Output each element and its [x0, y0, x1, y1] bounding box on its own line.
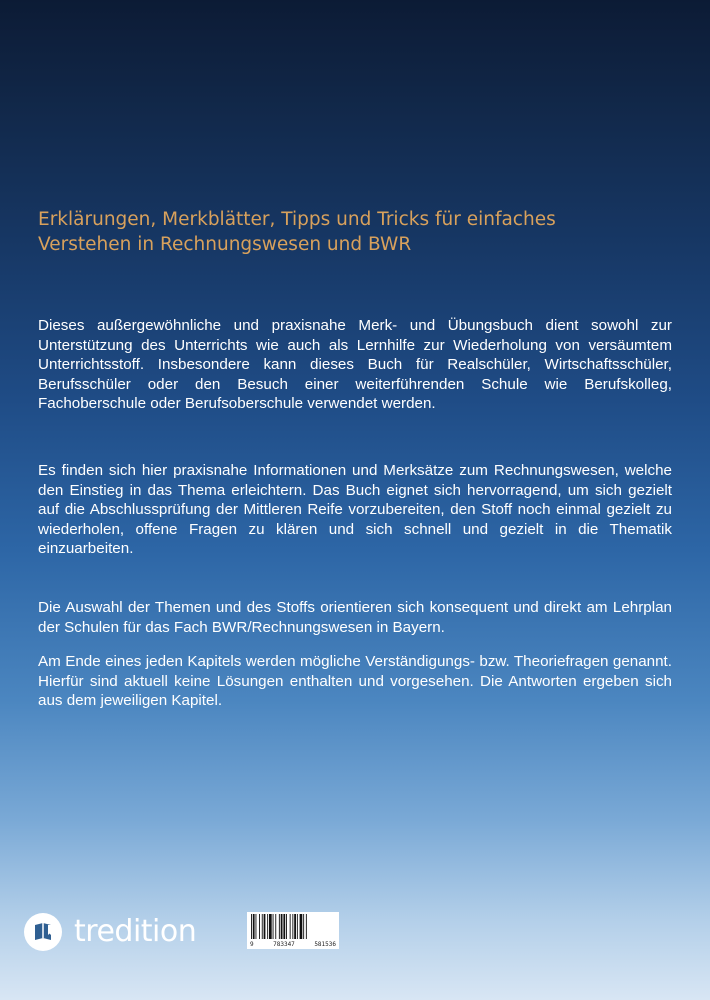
description-paragraph-4: Am Ende eines jeden Kapitels werden mögliche Verständigungs- bzw. Theoriefragen genannt. Hierfür sind aktuell keine Lösungen enthalten und vorgesehen. Die Antworten ergeben sich aus dem jeweiligen Kapitel. [38, 653, 672, 709]
book-icon [24, 913, 62, 951]
description-paragraph-1: Dieses außergewöhnliche und praxisnahe Merk- und Übungsbuch dient sowohl zur Unterstützung des Unterrichts wie auch als Lernhilfe zur Wiederholung von versäumtem Unterrichtsstoff. Insbesondere kann dieses Buch für Realschüler, Wirtschaftsschüler, Berufsschüler oder den Besuch einer weiterführenden Schule wie Berufskolleg, Fachoberschule oder Berufsoberschule verwendet werden. [38, 317, 672, 412]
isbn-digit-prefix: 9 [250, 941, 254, 948]
description-paragraph-3: Die Auswahl der Themen und des Stoffs orientieren sich konsequent und direkt am Lehrplan der Schulen für das Fach BWR/Rechnungswesen in Bayern. [38, 599, 672, 636]
isbn-digit-group-2: 581536 [314, 941, 336, 948]
isbn-digits [247, 941, 339, 948]
subtitle-line-2: Verstehen in Rechnungswesen und BWR [38, 234, 412, 255]
publisher-name: tredition [74, 914, 197, 949]
isbn-barcode [247, 912, 339, 949]
back-cover-subtitle [38, 207, 678, 257]
subtitle-line-1: Erklärungen, Merkblätter, Tipps und Tricks für einfaches [38, 209, 556, 230]
description-paragraph-2: Es finden sich hier praxisnahe Informationen und Merksätze zum Rechnungswesen, welche den Einstieg in das Thema erleichtern. Das Buch eignet sich hervorragend, um sich gezielt auf die Abschlussprüfung der Mittleren Reife vorzubereiten, den Stoff noch einmal gezielt zu wiederholen, offene Fragen zu klären und sich schnell und gezielt in die Thematik einzuarbeiten. [38, 462, 672, 557]
isbn-digit-group-1: 783347 [273, 941, 295, 948]
publisher-logo [24, 912, 196, 952]
